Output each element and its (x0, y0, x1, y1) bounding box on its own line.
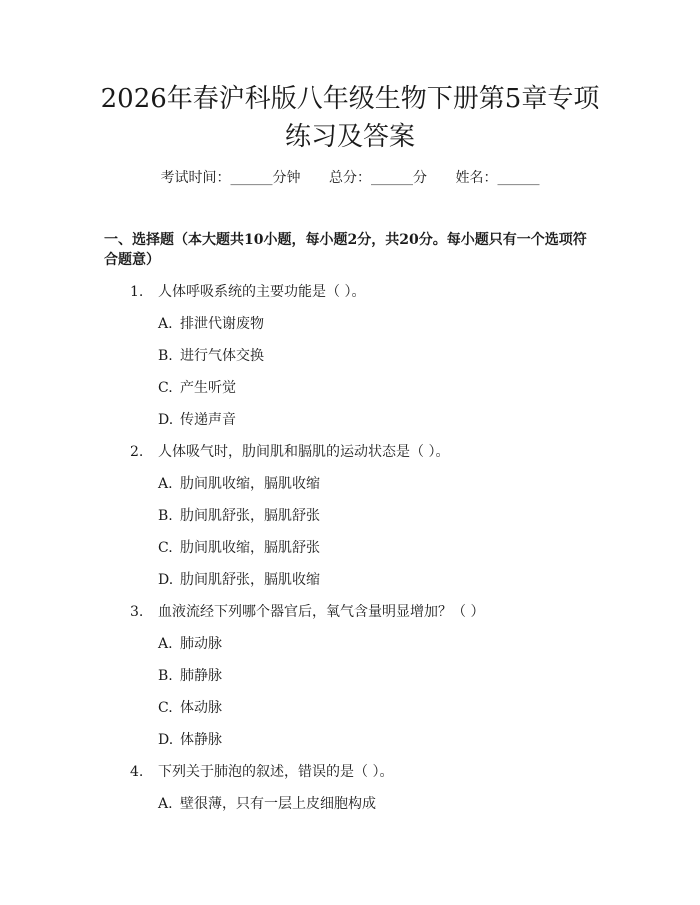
option-text: 壁很薄，只有一层上皮细胞构成 (180, 796, 376, 812)
option-text: 肋间肌收缩，膈肌收缩 (180, 476, 320, 492)
document-title-line-1: 2026年春沪科版八年级生物下册第5章专项 (100, 84, 600, 114)
exam-time-field: 考试时间：______分钟 (160, 170, 301, 186)
option-letter: C. (158, 700, 173, 716)
question-4-option-a (158, 794, 376, 814)
exam-info (0, 168, 700, 188)
question-1-option-d (158, 410, 236, 430)
option-letter: C. (158, 540, 173, 556)
section-heading-line-1: 一、选择题（本大题共10小题，每小题2分，共20分。每小题只有一个选项符 (104, 232, 587, 248)
question-2 (130, 442, 449, 462)
option-letter: B. (158, 508, 173, 524)
question-1-option-a (158, 314, 264, 334)
option-letter: A. (158, 476, 173, 492)
option-letter: A. (158, 636, 173, 652)
option-text: 肋间肌舒张，膈肌收缩 (180, 572, 320, 588)
option-letter: A. (158, 796, 173, 812)
question-3-option-b (158, 666, 222, 686)
question-text: 下列关于肺泡的叙述，错误的是（ ）。 (158, 764, 394, 780)
question-1-option-b (158, 346, 264, 366)
question-1 (130, 282, 365, 302)
option-letter: B. (158, 348, 173, 364)
student-name-field: 姓名：______ (455, 170, 540, 186)
option-text: 产生听觉 (180, 380, 236, 396)
option-letter: D. (158, 732, 174, 748)
question-text: 血液流经下列哪个器官后，氧气含量明显增加？（ ） (158, 604, 485, 620)
total-score-field: 总分：______分 (329, 170, 427, 186)
option-letter: A. (158, 316, 173, 332)
option-text: 体动脉 (180, 700, 222, 716)
option-text: 体静脉 (180, 732, 222, 748)
question-3-option-c (158, 698, 222, 718)
option-letter: D. (158, 412, 174, 428)
question-number: 2. (130, 444, 144, 460)
question-text: 人体呼吸系统的主要功能是（ ）。 (158, 284, 366, 300)
question-4 (130, 762, 393, 782)
question-number: 3. (130, 604, 144, 620)
option-text: 肺静脉 (180, 668, 222, 684)
question-number: 4. (130, 764, 144, 780)
option-letter: B. (158, 668, 173, 684)
option-letter: C. (158, 380, 173, 396)
question-3-option-a (158, 634, 222, 654)
option-text: 传递声音 (180, 412, 236, 428)
question-2-option-a (158, 474, 320, 494)
option-text: 肋间肌舒张，膈肌舒张 (180, 508, 320, 524)
section-heading-line-2: 合题意） (104, 252, 160, 268)
question-2-option-c (158, 538, 320, 558)
question-text: 人体吸气时，肋间肌和膈肌的运动状态是（ ）。 (158, 444, 450, 460)
option-text: 肋间肌收缩，膈肌舒张 (180, 540, 320, 556)
question-2-option-d (158, 570, 320, 590)
question-3 (130, 602, 484, 622)
option-letter: D. (158, 572, 174, 588)
section-heading-choice (104, 230, 604, 270)
option-text: 进行气体交换 (180, 348, 264, 364)
document-title-line-2: 练习及答案 (284, 122, 415, 152)
option-text: 肺动脉 (180, 636, 222, 652)
question-2-option-b (158, 506, 320, 526)
question-3-option-d (158, 730, 222, 750)
option-text: 排泄代谢废物 (180, 316, 264, 332)
question-number: 1. (130, 284, 144, 300)
question-1-option-c (158, 378, 236, 398)
